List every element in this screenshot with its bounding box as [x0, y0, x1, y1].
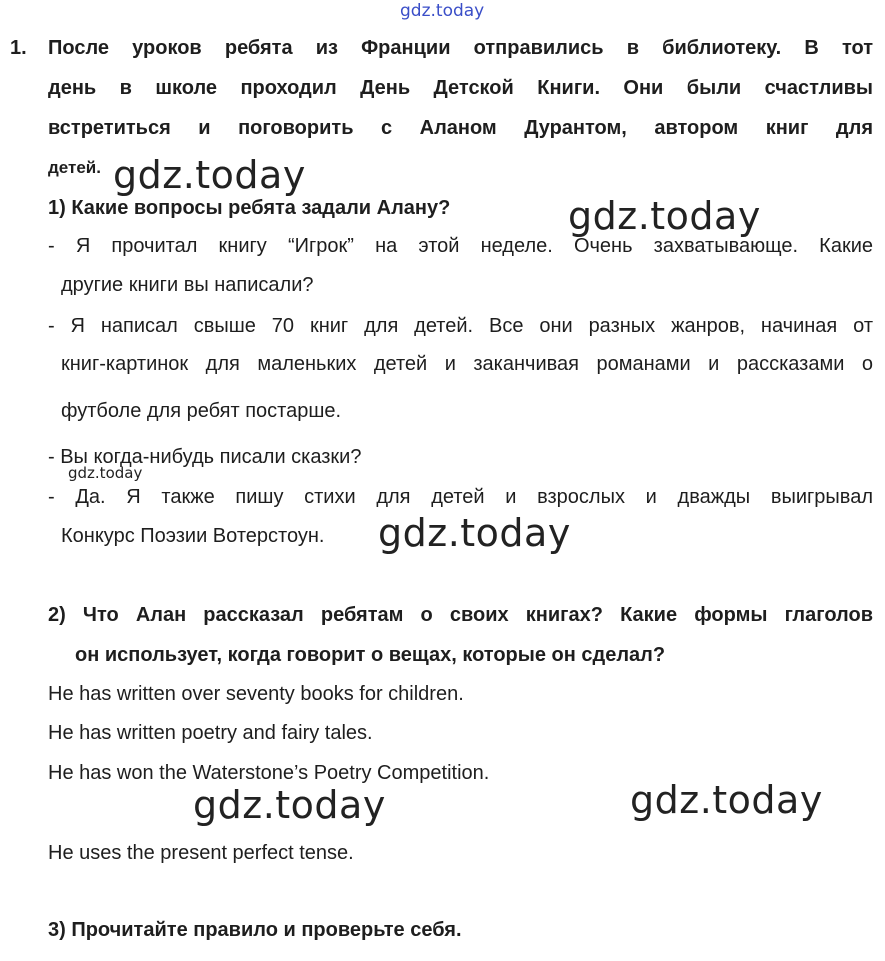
watermark-2: gdz.today: [568, 194, 761, 238]
question-2-heading-line-1: 2) Что Алан рассказал ребятам о своих книгах? Какие формы глаголов: [48, 604, 873, 626]
dialogue-2-line-2: книг-картинок для маленьких детей и заканчивая романами и рассказами о: [61, 353, 873, 375]
dialogue-4-line-1: - Да. Я также пишу стихи для детей и взрослых и дважды выигрывал: [48, 486, 873, 508]
task-intro-line-2: день в школе проходил День Детской Книги. Они были счастливы: [48, 77, 873, 99]
answer-2: He has written poetry and fairy tales.: [48, 722, 373, 744]
watermark-4: gdz.today: [193, 783, 386, 827]
dialogue-1-line-2: другие книги вы написали?: [61, 274, 314, 296]
question-1-heading: 1) Какие вопросы ребята задали Алану?: [48, 197, 451, 219]
question-2-heading-line-2: он использует, когда говорит о вещах, которые он сделал?: [75, 644, 666, 666]
watermark-1: gdz.today: [113, 153, 306, 197]
watermark-top: gdz.today: [400, 1, 485, 21]
watermark-small: gdz.today: [68, 464, 143, 482]
dialogue-1-line-1: - Я прочитал книгу “Игрок” на этой неделе. Очень захватывающе. Какие: [48, 235, 873, 257]
answer-4: He uses the present perfect tense.: [48, 842, 354, 864]
answer-3: He has won the Waterstone’s Poetry Competition.: [48, 762, 490, 784]
watermark-3: gdz.today: [378, 511, 571, 555]
dialogue-4-line-2: Конкурс Поэзии Вотерстоун.: [61, 525, 325, 547]
question-3-heading: 3) Прочитайте правило и проверьте себя.: [48, 919, 462, 941]
watermark-5: gdz.today: [630, 778, 823, 822]
dialogue-3-line-1: - Вы когда-нибудь писали сказки?: [48, 446, 362, 468]
answer-1: He has written over seventy books for children.: [48, 683, 464, 705]
task-intro-line-1: После уроков ребята из Франции отправились в библиотеку. В тот: [48, 37, 873, 59]
dialogue-2-line-3: футболе для ребят постарше.: [61, 400, 342, 422]
task-number: 1.: [10, 37, 27, 59]
task-intro-line-3: встретиться и поговорить с Аланом Дурантом, автором книг для: [48, 117, 873, 139]
task-intro-line-4: детей.: [48, 158, 101, 177]
dialogue-2-line-1: - Я написал свыше 70 книг для детей. Все они разных жанров, начиная от: [48, 315, 873, 337]
